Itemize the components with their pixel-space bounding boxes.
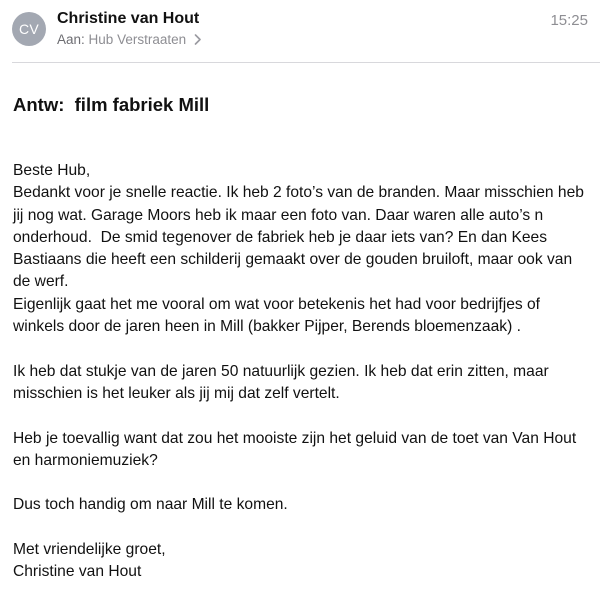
body-line: onderhoud. De smid tegenover de fabriek heb je daar iets van? En dan Kees	[13, 228, 548, 246]
sender-name[interactable]: Christine van Hout	[57, 10, 200, 27]
message-time: 15:25	[550, 12, 588, 29]
blank-line	[13, 405, 593, 427]
message-header	[0, 0, 600, 62]
body-line: Eigenlijk gaat het me vooral om wat voor betekenis het had voor bedrijfjes of	[13, 295, 541, 313]
body-line: Met vriendelijke groet,	[13, 541, 166, 559]
body-line: en harmoniemuziek?	[13, 451, 158, 469]
chevron-right-icon[interactable]	[194, 32, 202, 47]
body-line: Ik heb dat stukje van de jaren 50 natuurlijk gezien. Ik heb dat erin zitten, maar	[13, 362, 549, 380]
blank-line	[13, 472, 593, 494]
message-subject: Antw: film fabriek Mill	[13, 94, 210, 115]
sender-avatar[interactable]: CV	[12, 12, 46, 46]
recipient-name[interactable]: Hub Verstraaten	[88, 32, 187, 47]
blank-line	[13, 517, 593, 539]
header-divider	[12, 62, 600, 63]
body-line: misschien is het leuker als jij mij dat zelf vertelt.	[13, 384, 340, 402]
to-label: Aan:	[57, 32, 85, 47]
body-line: winkels door de jaren heen in Mill (bakker Pijper, Berends bloemenzaak) .	[13, 318, 521, 336]
body-line: de werf.	[13, 273, 69, 291]
message-body	[13, 160, 593, 584]
body-line: Dus toch handig om naar Mill te komen.	[13, 496, 288, 514]
recipient-row[interactable]	[57, 32, 202, 47]
body-line: Heb je toevallig want dat zou het mooiste zijn het geluid van de toet van Van Hout	[13, 429, 577, 447]
body-line: jij nog wat. Garage Moors heb ik maar een foto van. Daar waren alle auto’s n	[13, 206, 544, 224]
body-line: Bedankt voor je snelle reactie. Ik heb 2 foto’s van de branden. Maar misschien heb	[13, 184, 584, 202]
body-line: Beste Hub,	[13, 162, 91, 179]
body-line: Christine van Hout	[13, 563, 142, 581]
blank-line	[13, 338, 593, 360]
body-line: Bastiaans die heeft een schilderij gemaakt over de gouden bruiloft, maar ook van	[13, 251, 573, 269]
